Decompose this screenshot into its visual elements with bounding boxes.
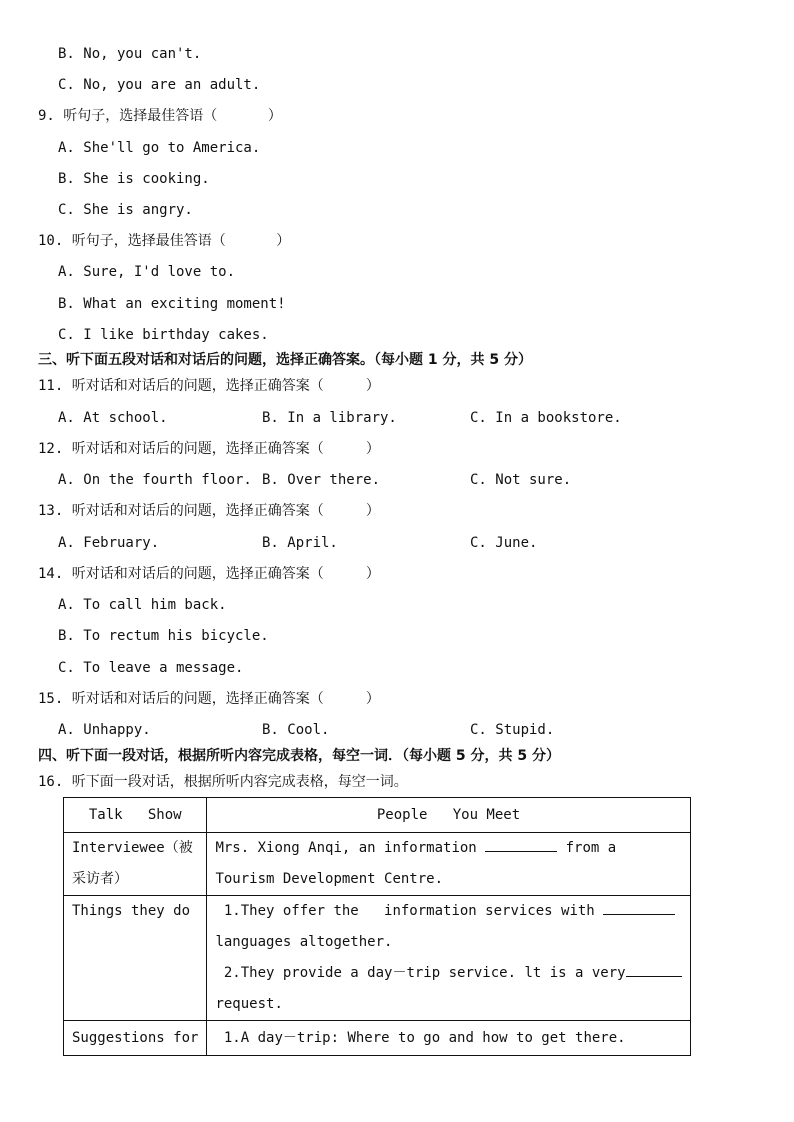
- table-header-left: [64, 798, 207, 833]
- answer-blank-2[interactable]: [603, 899, 675, 915]
- q14-stem: 14. 听对话和对话后的问题，选择正确答案（ ）: [38, 566, 380, 582]
- q12-option-a: A. On the fourth floor.: [58, 472, 252, 488]
- row2-text-a: 1.They offer the information services with: [215, 903, 604, 919]
- row2-content-line3: [215, 958, 681, 989]
- q9-option-a: A. She'll go to America.: [58, 140, 261, 156]
- table-row: [64, 833, 691, 896]
- section4-title: 四、听下面一段对话，根据所听内容完成表格，每空一词．（每小题 5 分，共 5 分）: [38, 748, 560, 764]
- q9-option-b: B. She is cooking.: [58, 171, 210, 187]
- q15-option-b: B. Cool.: [262, 722, 330, 738]
- q9-stem: 9. 听句子，选择最佳答语（ ）: [38, 108, 282, 124]
- row3-content: [207, 1021, 690, 1056]
- q11-option-b: B. In a library.: [262, 410, 397, 426]
- row1-content-line2: Tourism Development Centre.: [215, 871, 444, 887]
- q11-option-c: C. In a bookstore.: [470, 410, 622, 426]
- row2-label-text: Things they do: [72, 903, 191, 919]
- section3-title: 三、听下面五段对话和对话后的问题，选择正确答案。（每小题 1 分，共 5 分）: [38, 352, 532, 368]
- row1-content-line1: [215, 833, 681, 864]
- q13-option-a: A. February.: [58, 535, 160, 551]
- q12-stem: 12. 听对话和对话后的问题，选择正确答案（ ）: [38, 441, 380, 457]
- row2-label: [64, 896, 207, 1021]
- q10-option-b: B. What an exciting moment!: [58, 296, 286, 312]
- table-row: [64, 896, 691, 1021]
- q14-option-c: C. To leave a message.: [58, 660, 244, 676]
- row1-label-line1: Interviewee（被: [72, 840, 193, 856]
- row3-label: [64, 1021, 207, 1056]
- row1-label: [64, 833, 207, 896]
- answer-blank-1[interactable]: [485, 836, 557, 852]
- row3-content-line1: 1.A day－trip: Where to go and how to get there.: [215, 1030, 626, 1046]
- q9-option-c: C. She is angry.: [58, 202, 193, 218]
- table-header-row: [64, 798, 691, 833]
- q13-stem: 13. 听对话和对话后的问题，选择正确答案（ ）: [38, 503, 380, 519]
- q15-stem: 15. 听对话和对话后的问题，选择正确答案（ ）: [38, 691, 380, 707]
- q16-stem: 16. 听下面一段对话，根据所听内容完成表格，每空一词。: [38, 774, 408, 790]
- row1-content: [207, 833, 690, 896]
- q13-option-b: B. April.: [262, 535, 338, 551]
- q15-option-c: C. Stupid.: [470, 722, 555, 738]
- q8-option-b: B. No, you can't.: [58, 46, 202, 62]
- row2-content: [207, 896, 690, 1021]
- q14-option-a: A. To call him back.: [58, 597, 227, 613]
- q8-option-c: C. No, you are an adult.: [58, 77, 261, 93]
- row1-label-line2: 采访者）: [72, 871, 128, 887]
- row2-content-line1: [215, 896, 681, 927]
- q11-stem: 11. 听对话和对话后的问题，选择正确答案（ ）: [38, 378, 380, 394]
- row2-text-c: 2.They provide a day－trip service. lt is a very: [215, 965, 626, 981]
- q12-option-c: C. Not sure.: [470, 472, 572, 488]
- q10-stem: 10. 听句子，选择最佳答语（ ）: [38, 233, 291, 249]
- row3-label-text: Suggestions for: [72, 1030, 199, 1046]
- q10-option-a: A. Sure, I'd love to.: [58, 264, 236, 280]
- q13-option-c: C. June.: [470, 535, 538, 551]
- q11-option-a: A. At school.: [58, 410, 168, 426]
- row1-text-a: Mrs. Xiong Anqi, an information: [215, 840, 486, 856]
- q14-option-b: B. To rectum his bicycle.: [58, 628, 269, 644]
- q12-option-b: B. Over there.: [262, 472, 381, 488]
- row2-content-line4: request.: [215, 996, 283, 1012]
- header-right-text: People You Meet: [376, 807, 521, 823]
- table-header-right: [207, 798, 690, 833]
- answer-blank-3[interactable]: [626, 961, 682, 977]
- talk-show-table: [63, 797, 691, 1056]
- row2-content-line2: languages altogether.: [215, 934, 393, 950]
- row1-text-a2: from a: [557, 840, 617, 856]
- table-row: [64, 1021, 691, 1056]
- q15-option-a: A. Unhappy.: [58, 722, 151, 738]
- header-left-text: Talk Show: [88, 807, 182, 823]
- q10-option-c: C. I like birthday cakes.: [58, 327, 269, 343]
